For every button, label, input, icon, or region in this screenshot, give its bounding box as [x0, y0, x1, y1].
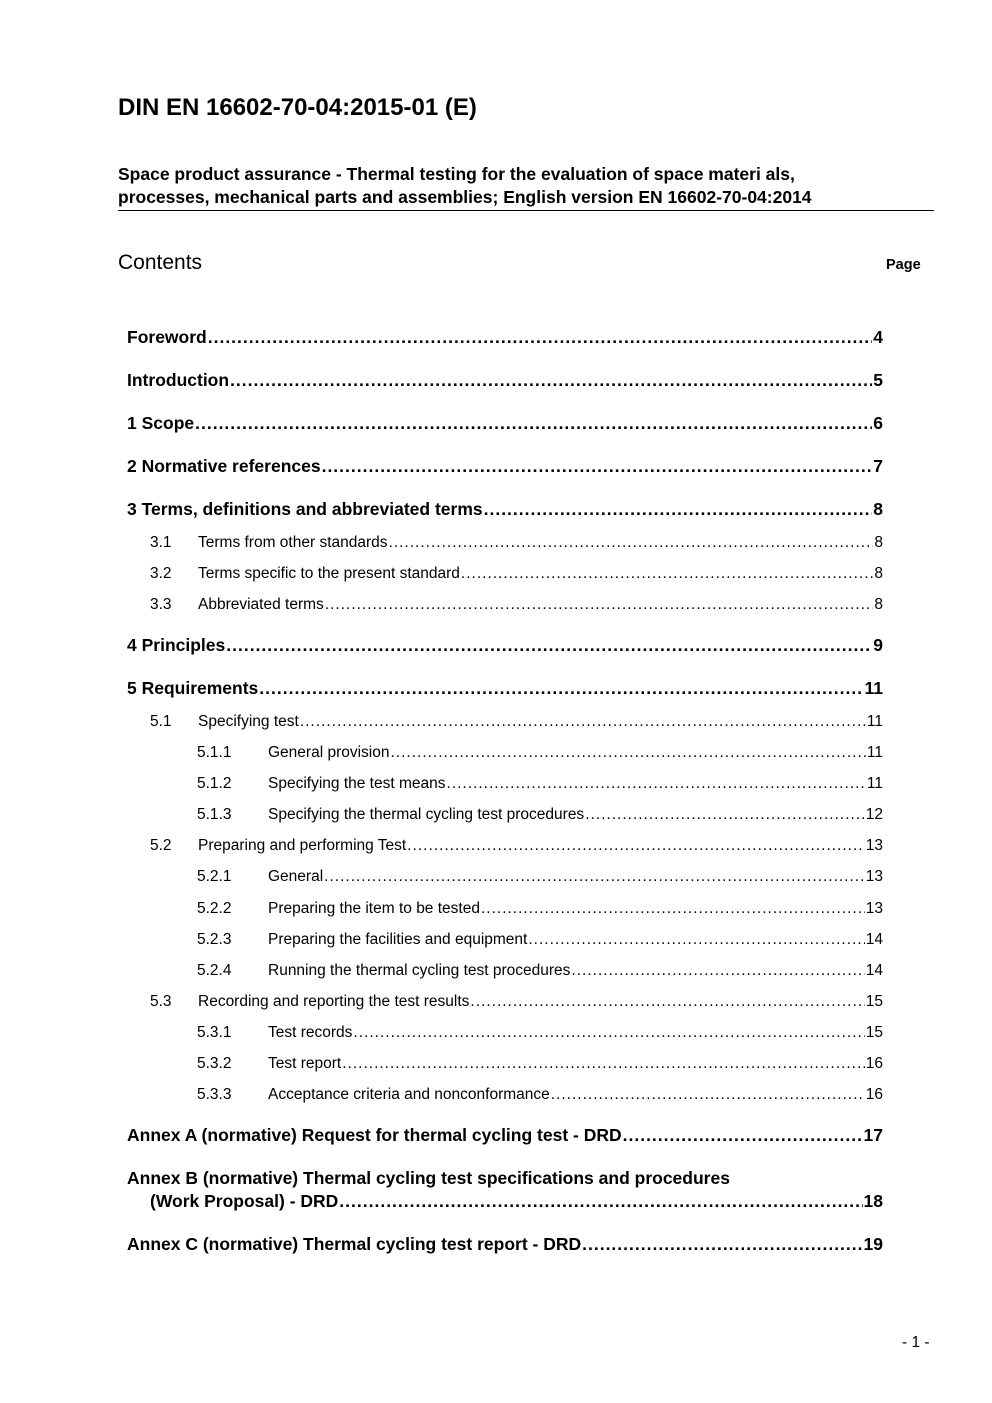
toc-entry-title: Test report	[268, 1055, 342, 1072]
page-column-label: Page	[886, 257, 921, 273]
toc-entry-number: 5.3.3	[197, 1086, 232, 1103]
toc-leader	[551, 1086, 865, 1104]
toc-leader	[461, 565, 873, 583]
toc-entry-title: Annex A (normative) Request for thermal cycling test - DRD	[127, 1125, 622, 1145]
toc-entry-page: 12	[865, 806, 883, 823]
toc-entry-page: 11	[866, 775, 883, 792]
toc-entry-title: Running the thermal cycling test procedures	[268, 962, 571, 979]
toc-entry-page: 15	[865, 1024, 883, 1041]
toc-entry-page: 16	[865, 1086, 883, 1103]
toc-leader	[447, 775, 866, 793]
toc-entry-title: Test records	[268, 1024, 353, 1041]
toc-leader	[325, 596, 874, 614]
toc-entry-5-3-3[interactable]	[197, 1086, 883, 1104]
toc-entry-title: Preparing the item to be tested	[268, 900, 480, 917]
toc-entry-page: 8	[874, 596, 883, 613]
toc-entry-page: 13	[865, 900, 883, 917]
toc-entry-number: 3.3	[150, 596, 172, 613]
toc-entry-number: 5.3	[150, 993, 172, 1010]
toc-entry-title: 1 Scope	[127, 413, 195, 433]
toc-entry-page: 5	[873, 370, 883, 390]
toc-entry-page: 11	[864, 678, 883, 698]
toc-entry-5-3-2[interactable]	[197, 1055, 883, 1073]
toc-entry-title: Annex C (normative) Thermal cycling test report - DRD	[127, 1234, 582, 1254]
toc-entry-5-2-1[interactable]	[197, 868, 883, 886]
toc-entry-5-1-3[interactable]	[197, 806, 883, 824]
toc-entry-page: 18	[863, 1191, 883, 1211]
toc-entry-number: 3.1	[150, 534, 172, 551]
toc-entry-title: 5 Requirements	[127, 678, 259, 698]
toc-entry-title: Preparing the facilities and equipment	[268, 931, 528, 948]
document-title: DIN EN 16602-70-04:2015-01 (E)	[118, 94, 477, 121]
toc-entry-3-2[interactable]	[150, 565, 883, 583]
toc-entry-5-2[interactable]	[150, 837, 883, 855]
toc-entry-number: 5.3.1	[197, 1024, 232, 1041]
toc-entry-page: 11	[866, 713, 883, 730]
toc-leader	[481, 900, 865, 918]
toc-entry-number: 5.1.2	[197, 775, 232, 792]
toc-entry-number: 5.1.3	[197, 806, 232, 823]
toc-entry-foreword[interactable]	[127, 327, 883, 348]
toc-entry-page: 17	[863, 1125, 883, 1145]
toc-entry-page: 7	[873, 456, 883, 476]
toc-entry-title: 3 Terms, definitions and abbreviated terms	[127, 499, 483, 519]
toc-entry-page: 8	[874, 534, 883, 551]
contents-heading: Contents	[118, 251, 203, 274]
toc-entry-title: Abbreviated terms	[198, 596, 324, 613]
toc-entry-page: 6	[873, 413, 883, 433]
toc-entry-title: Recording and reporting the test results	[198, 993, 470, 1010]
toc-entry-terms-definitions[interactable]	[127, 499, 883, 520]
toc-entry-title: Preparing and performing Test	[198, 837, 407, 854]
toc-entry-page: 4	[873, 327, 883, 347]
toc-entry-annex-b-continuation[interactable]	[150, 1191, 883, 1212]
toc-leader	[324, 868, 865, 886]
toc-leader	[470, 993, 864, 1011]
toc-leader	[342, 1055, 865, 1073]
toc-entry-page: 13	[865, 837, 883, 854]
toc-entry-5-1-1[interactable]	[197, 744, 883, 762]
toc-entry-number: 5.2	[150, 837, 172, 854]
toc-entry-page: 13	[865, 868, 883, 885]
toc-entry-title: General provision	[268, 744, 390, 761]
toc-entry-principles[interactable]	[127, 635, 883, 656]
toc-entry-title: Terms from other standards	[198, 534, 388, 551]
toc-entry-page: 9	[873, 635, 883, 655]
toc-entry-title: Specifying the test means	[268, 775, 446, 792]
toc-entry-5-1[interactable]	[150, 713, 883, 731]
toc-leader	[195, 413, 872, 434]
toc-leader	[582, 1234, 862, 1255]
toc-leader	[226, 635, 872, 656]
toc-entry-5-2-2[interactable]	[197, 900, 883, 918]
toc-leader	[300, 713, 866, 731]
toc-entry-page: 14	[865, 962, 883, 979]
toc-entry-page: 16	[865, 1055, 883, 1072]
toc-entry-annex-b[interactable]: Annex B (normative) Thermal cycling test specifications and procedures	[127, 1168, 730, 1188]
toc-entry-title: 4 Principles	[127, 635, 226, 655]
toc-entry-page: 19	[863, 1234, 883, 1254]
toc-entry-5-3-1[interactable]	[197, 1024, 883, 1042]
toc-leader	[484, 499, 873, 520]
toc-entry-title: Foreword	[127, 327, 207, 347]
toc-entry-5-2-4[interactable]	[197, 962, 883, 980]
toc-entry-page: 15	[865, 993, 883, 1010]
toc-leader	[623, 1125, 863, 1146]
toc-entry-page: 14	[865, 931, 883, 948]
toc-leader	[353, 1024, 864, 1042]
toc-leader	[230, 370, 872, 391]
subtitle-line-2: processes, mechanical parts and assemblies; English version EN 16602-70-04:2014	[118, 187, 812, 207]
toc-entry-5-2-3[interactable]	[197, 931, 883, 949]
toc-entry-title: Terms specific to the present standard	[198, 565, 460, 582]
toc-entry-normative-references[interactable]	[127, 456, 883, 477]
toc-entry-title: Acceptance criteria and nonconformance	[268, 1086, 550, 1103]
toc-leader	[389, 534, 874, 552]
footer-page-number: - 1 -	[902, 1334, 930, 1351]
toc-entry-title: Specifying test	[198, 713, 299, 730]
toc-leader	[259, 678, 863, 699]
toc-entry-page: 8	[874, 565, 883, 582]
toc-entry-5-3[interactable]	[150, 993, 883, 1011]
toc-entry-title: General	[268, 868, 324, 885]
toc-entry-number: 5.2.3	[197, 931, 232, 948]
toc-leader	[585, 806, 865, 824]
toc-entry-number: 5.1.1	[197, 744, 232, 761]
toc-leader	[528, 931, 864, 949]
toc-leader	[322, 456, 873, 477]
toc-leader	[208, 327, 873, 348]
toc-entry-introduction[interactable]	[127, 370, 883, 391]
toc-entry-number: 5.2.1	[197, 868, 232, 885]
toc-entry-number: 5.2.4	[197, 962, 232, 979]
toc-entry-number: 5.2.2	[197, 900, 232, 917]
toc-entry-title: Introduction	[127, 370, 230, 390]
subtitle-line-1: Space product assurance - Thermal testing for the evaluation of space materi als,	[118, 164, 795, 184]
toc-entry-3-3[interactable]	[150, 596, 883, 614]
toc-entry-number: 5.3.2	[197, 1055, 232, 1072]
toc-entry-title: Specifying the thermal cycling test procedures	[268, 806, 585, 823]
toc-entry-number: 3.2	[150, 565, 172, 582]
toc-entry-3-1[interactable]	[150, 534, 883, 552]
toc-entry-page: 8	[873, 499, 883, 519]
toc-entry-scope[interactable]	[127, 413, 883, 434]
toc-entry-annex-a[interactable]	[127, 1125, 883, 1146]
toc-entry-number: 5.1	[150, 713, 172, 730]
toc-entry-annex-c[interactable]	[127, 1234, 883, 1255]
toc-leader	[390, 744, 865, 762]
toc-entry-title: (Work Proposal) - DRD	[150, 1191, 339, 1211]
toc-leader	[407, 837, 865, 855]
toc-entry-requirements[interactable]	[127, 678, 883, 699]
toc-leader	[571, 962, 864, 980]
toc-entry-title: 2 Normative references	[127, 456, 321, 476]
toc-leader	[339, 1191, 862, 1212]
toc-entry-5-1-2[interactable]	[197, 775, 883, 793]
toc-entry-page: 11	[866, 744, 883, 761]
